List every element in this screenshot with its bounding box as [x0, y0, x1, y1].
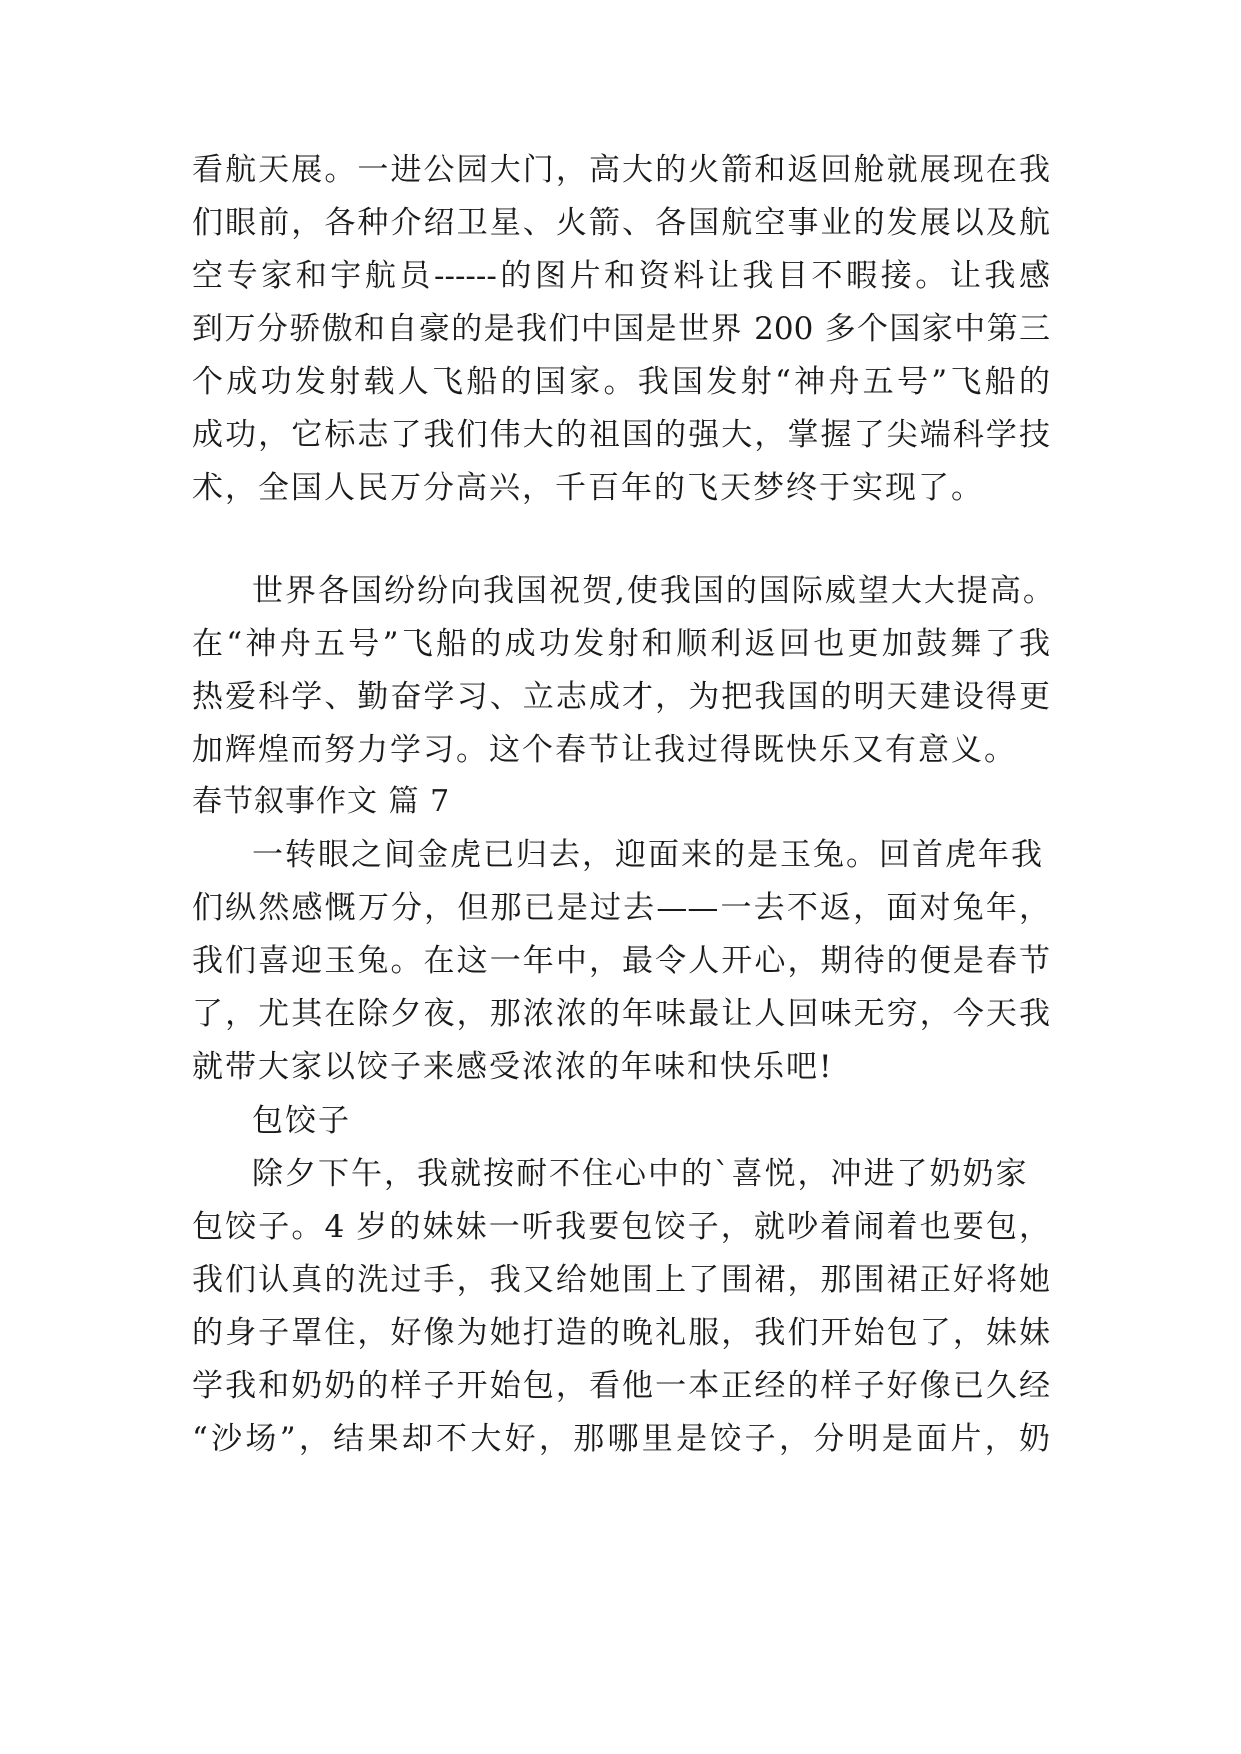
text-line-2: 们眼前，各种介绍卫星、火箭、各国航空事业的发展以及航 [192, 205, 1050, 241]
subheading: 包饺子 [252, 1103, 351, 1139]
text-line-8: 世界各国纷纷向我国祝贺,使我国的国际威望大大提高。 [252, 573, 1056, 609]
text-line-13: 一转眼之间金虎已归去，迎面来的是玉兔。回首虎年我 [252, 837, 1044, 873]
text-line-1: 看航天展。一进公园大门，高大的火箭和返回舱就展现在我 [192, 152, 1050, 188]
text-line-14: 们纵然感慨万分，但那已是过去——一去不返，面对兔年， [192, 890, 1050, 926]
text-line-23: 学我和奶奶的样子开始包，看他一本正经的样子好像已久经 [192, 1368, 1050, 1404]
text-line-15: 我们喜迎玉兔。在这一年中，最令人开心，期待的便是春节 [192, 943, 1050, 979]
text-line-22: 的身子罩住，好像为她打造的晚礼服，我们开始包了，妹妹 [192, 1315, 1050, 1351]
text-line-11: 加辉煌而努力学习。这个春节让我过得既快乐又有意义。 [192, 732, 1017, 768]
text-line-19: 除夕下午，我就按耐不住心中的`喜悦，冲进了奶奶家 [252, 1156, 1029, 1192]
text-line-10: 热爱科学、勤奋学习、立志成才，为把我国的明天建设得更 [192, 679, 1050, 715]
text-line-24: “沙场”，结果却不大好，那哪里是饺子，分明是面片，奶 [192, 1421, 1050, 1457]
text-line-16: 了，尤其在除夕夜，那浓浓的年味最让人回味无穷，今天我 [192, 996, 1050, 1032]
text-line-4: 到万分骄傲和自豪的是我们中国是世界 200 多个国家中第三 [192, 311, 1050, 347]
text-line-3: 空专家和宇航员------的图片和资料让我目不暇接。让我感 [192, 258, 1050, 294]
text-line-6: 成功，它标志了我们伟大的祖国的强大，掌握了尖端科学技 [192, 417, 1050, 453]
section-heading: 春节叙事作文 篇 7 [192, 784, 451, 819]
text-line-21: 我们认真的洗过手，我又给她围上了围裙，那围裙正好将她 [192, 1262, 1050, 1298]
text-line-5: 个成功发射载人飞船的国家。我国发射“神舟五号”飞船的 [192, 364, 1050, 400]
text-line-17: 就带大家以饺子来感受浓浓的年味和快乐吧! [192, 1049, 834, 1085]
text-line-7: 术，全国人民万分高兴，千百年的飞天梦终于实现了。 [192, 470, 984, 506]
text-line-9: 在“神舟五号”飞船的成功发射和顺利返回也更加鼓舞了我 [192, 626, 1050, 662]
text-line-20: 包饺子。4 岁的妹妹一听我要包饺子，就吵着闹着也要包， [192, 1209, 1050, 1245]
